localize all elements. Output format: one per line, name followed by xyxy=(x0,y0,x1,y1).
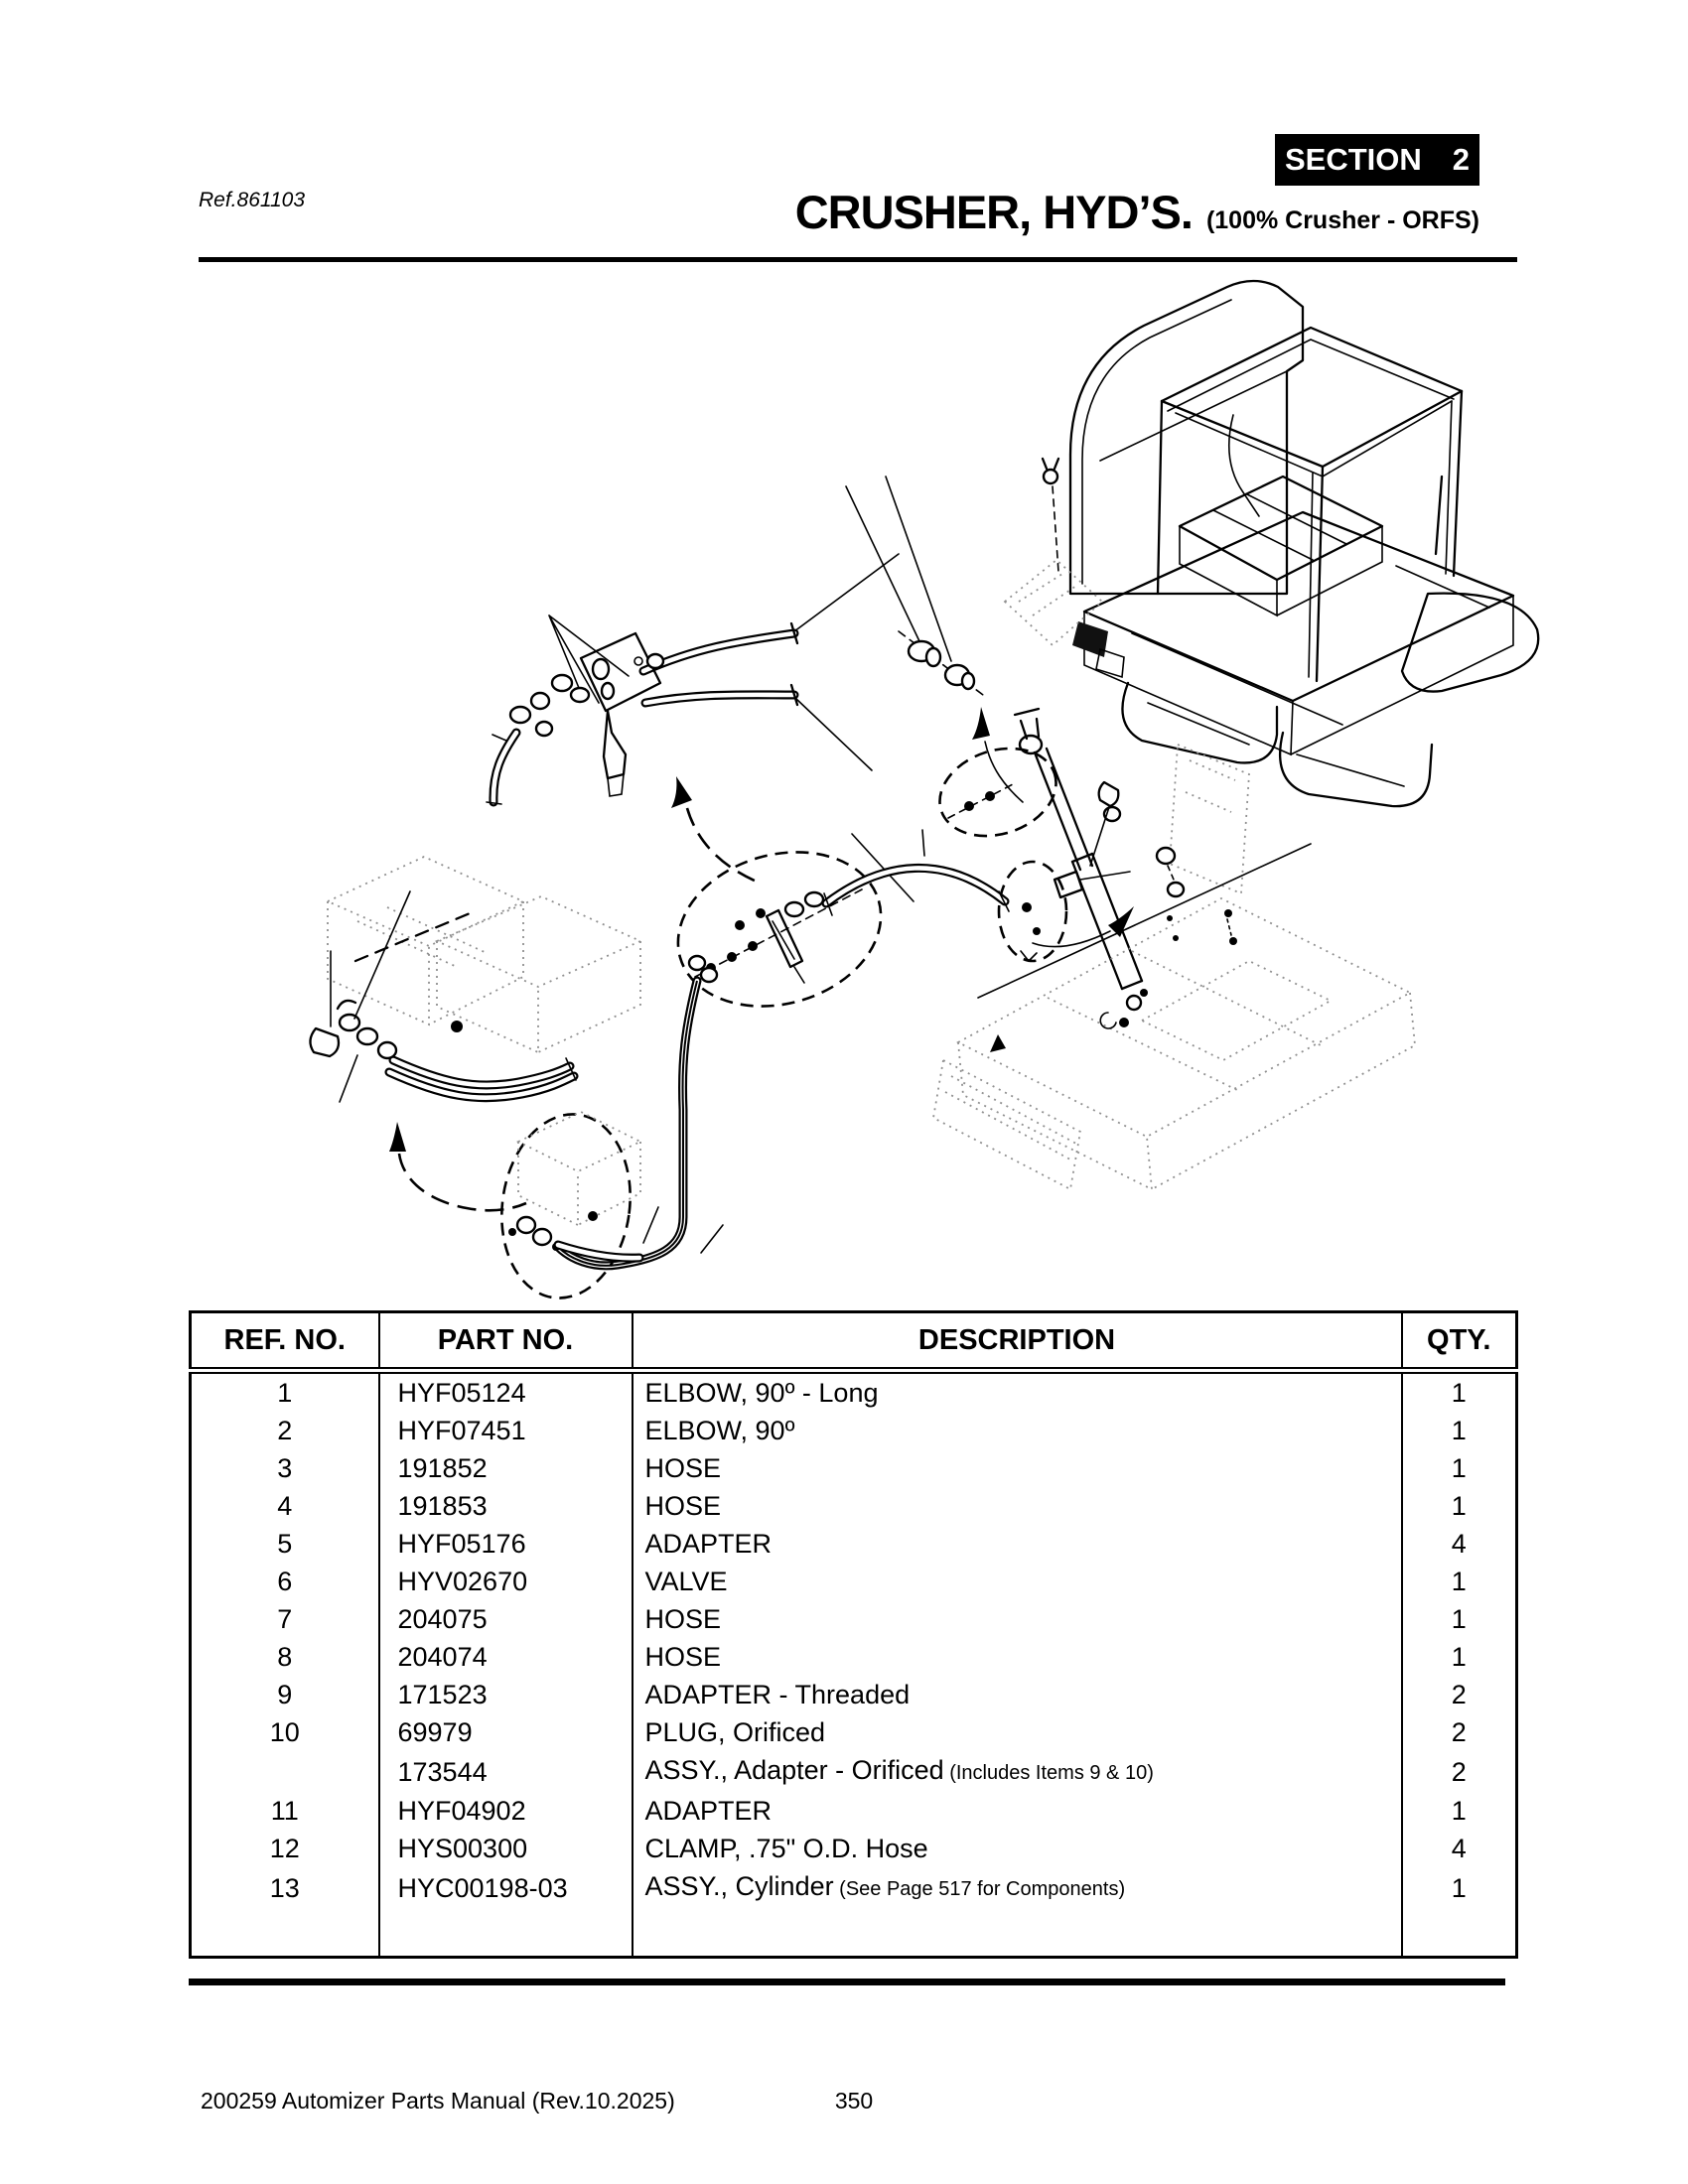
column-header: PART NO. xyxy=(379,1312,633,1371)
valve-assembly-illustration xyxy=(487,554,899,804)
cell-note: (Includes Items 9 & 10) xyxy=(943,1762,1154,1784)
table-row xyxy=(191,1676,1517,1713)
table-row xyxy=(191,1525,1517,1563)
cell-qty: 1 xyxy=(1402,1487,1517,1525)
cell-desc: ELBOW, 90º xyxy=(633,1412,1402,1449)
adapter-pair-illustration xyxy=(846,459,1102,695)
cell-part: HYS00300 xyxy=(379,1830,633,1867)
table-row xyxy=(191,1412,1517,1449)
table-row xyxy=(191,1751,1517,1792)
parts-table xyxy=(189,1310,1518,1959)
cell-qty: 1 xyxy=(1402,1449,1517,1487)
section-label: SECTION xyxy=(1285,142,1422,177)
center-detail-illustration xyxy=(659,829,924,1029)
column-header: REF. NO. xyxy=(191,1312,379,1371)
table-row xyxy=(191,1449,1517,1487)
cell-ref: 1 xyxy=(277,1378,293,1408)
table-row xyxy=(191,1600,1517,1638)
cell-qty: 2 xyxy=(1402,1676,1517,1713)
table-header-row xyxy=(191,1312,1517,1371)
cell-ref: 12 xyxy=(269,1834,300,1863)
table-row xyxy=(191,1487,1517,1525)
cell-ref: 13 xyxy=(269,1872,300,1903)
section-number: 2 xyxy=(1452,142,1470,177)
cell-part: HYC00198-03 xyxy=(379,1867,633,1908)
table-row xyxy=(191,1371,1517,1413)
page-subtitle: (100% Crusher - ORFS) xyxy=(1205,206,1479,234)
table-spacer-row xyxy=(191,1908,1517,1958)
cell-desc: HOSE xyxy=(633,1487,1402,1525)
cell-part: 69979 xyxy=(379,1713,633,1751)
cell-qty: 1 xyxy=(1402,1600,1517,1638)
cell-desc: PLUG, Orificed xyxy=(633,1713,1402,1751)
table-row xyxy=(191,1867,1517,1908)
cell-ref: 7 xyxy=(277,1604,293,1634)
reference-arrows xyxy=(389,707,1134,1210)
table-row xyxy=(191,1638,1517,1676)
cell-part: HYF05176 xyxy=(379,1525,633,1563)
table-row xyxy=(191,1563,1517,1600)
cell-desc: ASSY., Adapter - Orificed (Includes Items 9 & 10) xyxy=(633,1751,1402,1792)
cell-ref: 5 xyxy=(277,1529,293,1559)
column-header: QTY. xyxy=(1402,1312,1517,1371)
cell-desc: CLAMP, .75" O.D. Hose xyxy=(633,1830,1402,1867)
cell-desc: VALVE xyxy=(633,1563,1402,1600)
page-title-row xyxy=(0,185,1479,239)
hose-runs-illustration xyxy=(558,868,1009,1265)
table-row xyxy=(191,1713,1517,1751)
section-badge xyxy=(1275,134,1479,186)
cell-qty: 1 xyxy=(1402,1867,1517,1908)
cell-ref: 11 xyxy=(270,1796,299,1826)
cell-part: 204075 xyxy=(379,1600,633,1638)
cell-part: 173544 xyxy=(379,1751,633,1792)
cell-qty: 4 xyxy=(1402,1525,1517,1563)
cell-ref: 6 xyxy=(277,1567,293,1596)
cell-ref: 10 xyxy=(269,1717,300,1747)
cell-desc: HOSE xyxy=(633,1600,1402,1638)
cell-desc: ASSY., Cylinder (See Page 517 for Components) xyxy=(633,1867,1402,1908)
footer-rule xyxy=(189,1979,1505,1985)
cell-desc: HOSE xyxy=(633,1638,1402,1676)
reference-number: Ref.861103 xyxy=(199,189,306,211)
cell-part: 191852 xyxy=(379,1449,633,1487)
cell-qty: 1 xyxy=(1402,1371,1517,1413)
header-rule xyxy=(199,257,1517,262)
cell-qty: 1 xyxy=(1402,1412,1517,1449)
footer-page-number: 350 xyxy=(834,2088,874,2114)
cell-part: HYV02670 xyxy=(379,1563,633,1600)
cell-qty: 1 xyxy=(1402,1638,1517,1676)
cell-part: 204074 xyxy=(379,1638,633,1676)
cell-desc: ADAPTER xyxy=(633,1525,1402,1563)
cell-ref: 2 xyxy=(277,1416,293,1445)
cell-part: 171523 xyxy=(379,1676,633,1713)
cell-ref xyxy=(191,1751,379,1792)
cell-ref: 8 xyxy=(277,1642,293,1672)
cell-ref: 4 xyxy=(277,1491,293,1521)
footer-manual-title: 200259 Automizer Parts Manual (Rev.10.2025) xyxy=(201,2088,675,2114)
lower-manifold-illustration xyxy=(491,1106,642,1306)
deck-illustration xyxy=(933,898,1415,1189)
cell-ref: 9 xyxy=(277,1680,293,1709)
cylinder-illustration xyxy=(928,709,1142,1010)
cell-desc: ELBOW, 90º - Long xyxy=(633,1371,1402,1413)
cell-qty: 1 xyxy=(1402,1792,1517,1830)
cell-desc: HOSE xyxy=(633,1449,1402,1487)
cell-note: (See Page 517 for Components) xyxy=(833,1878,1126,1900)
parts-diagram xyxy=(0,266,1688,1313)
pump-assembly-illustration xyxy=(310,857,640,1102)
cell-qty: 2 xyxy=(1402,1751,1517,1792)
cell-part: HYF04902 xyxy=(379,1792,633,1830)
table-row xyxy=(191,1830,1517,1867)
cell-ref: 3 xyxy=(277,1453,293,1483)
cell-qty: 2 xyxy=(1402,1713,1517,1751)
cell-desc: ADAPTER - Threaded xyxy=(633,1676,1402,1713)
table-body xyxy=(191,1371,1517,1958)
cab-illustration xyxy=(1070,281,1538,806)
cell-part: 191853 xyxy=(379,1487,633,1525)
cell-part: HYF05124 xyxy=(379,1371,633,1413)
page-title: CRUSHER, HYD’S. xyxy=(794,186,1193,238)
column-header: DESCRIPTION xyxy=(633,1312,1402,1371)
table-row xyxy=(191,1792,1517,1830)
cell-qty: 1 xyxy=(1402,1563,1517,1600)
cell-part: HYF07451 xyxy=(379,1412,633,1449)
cell-qty: 4 xyxy=(1402,1830,1517,1867)
cell-desc: ADAPTER xyxy=(633,1792,1402,1830)
